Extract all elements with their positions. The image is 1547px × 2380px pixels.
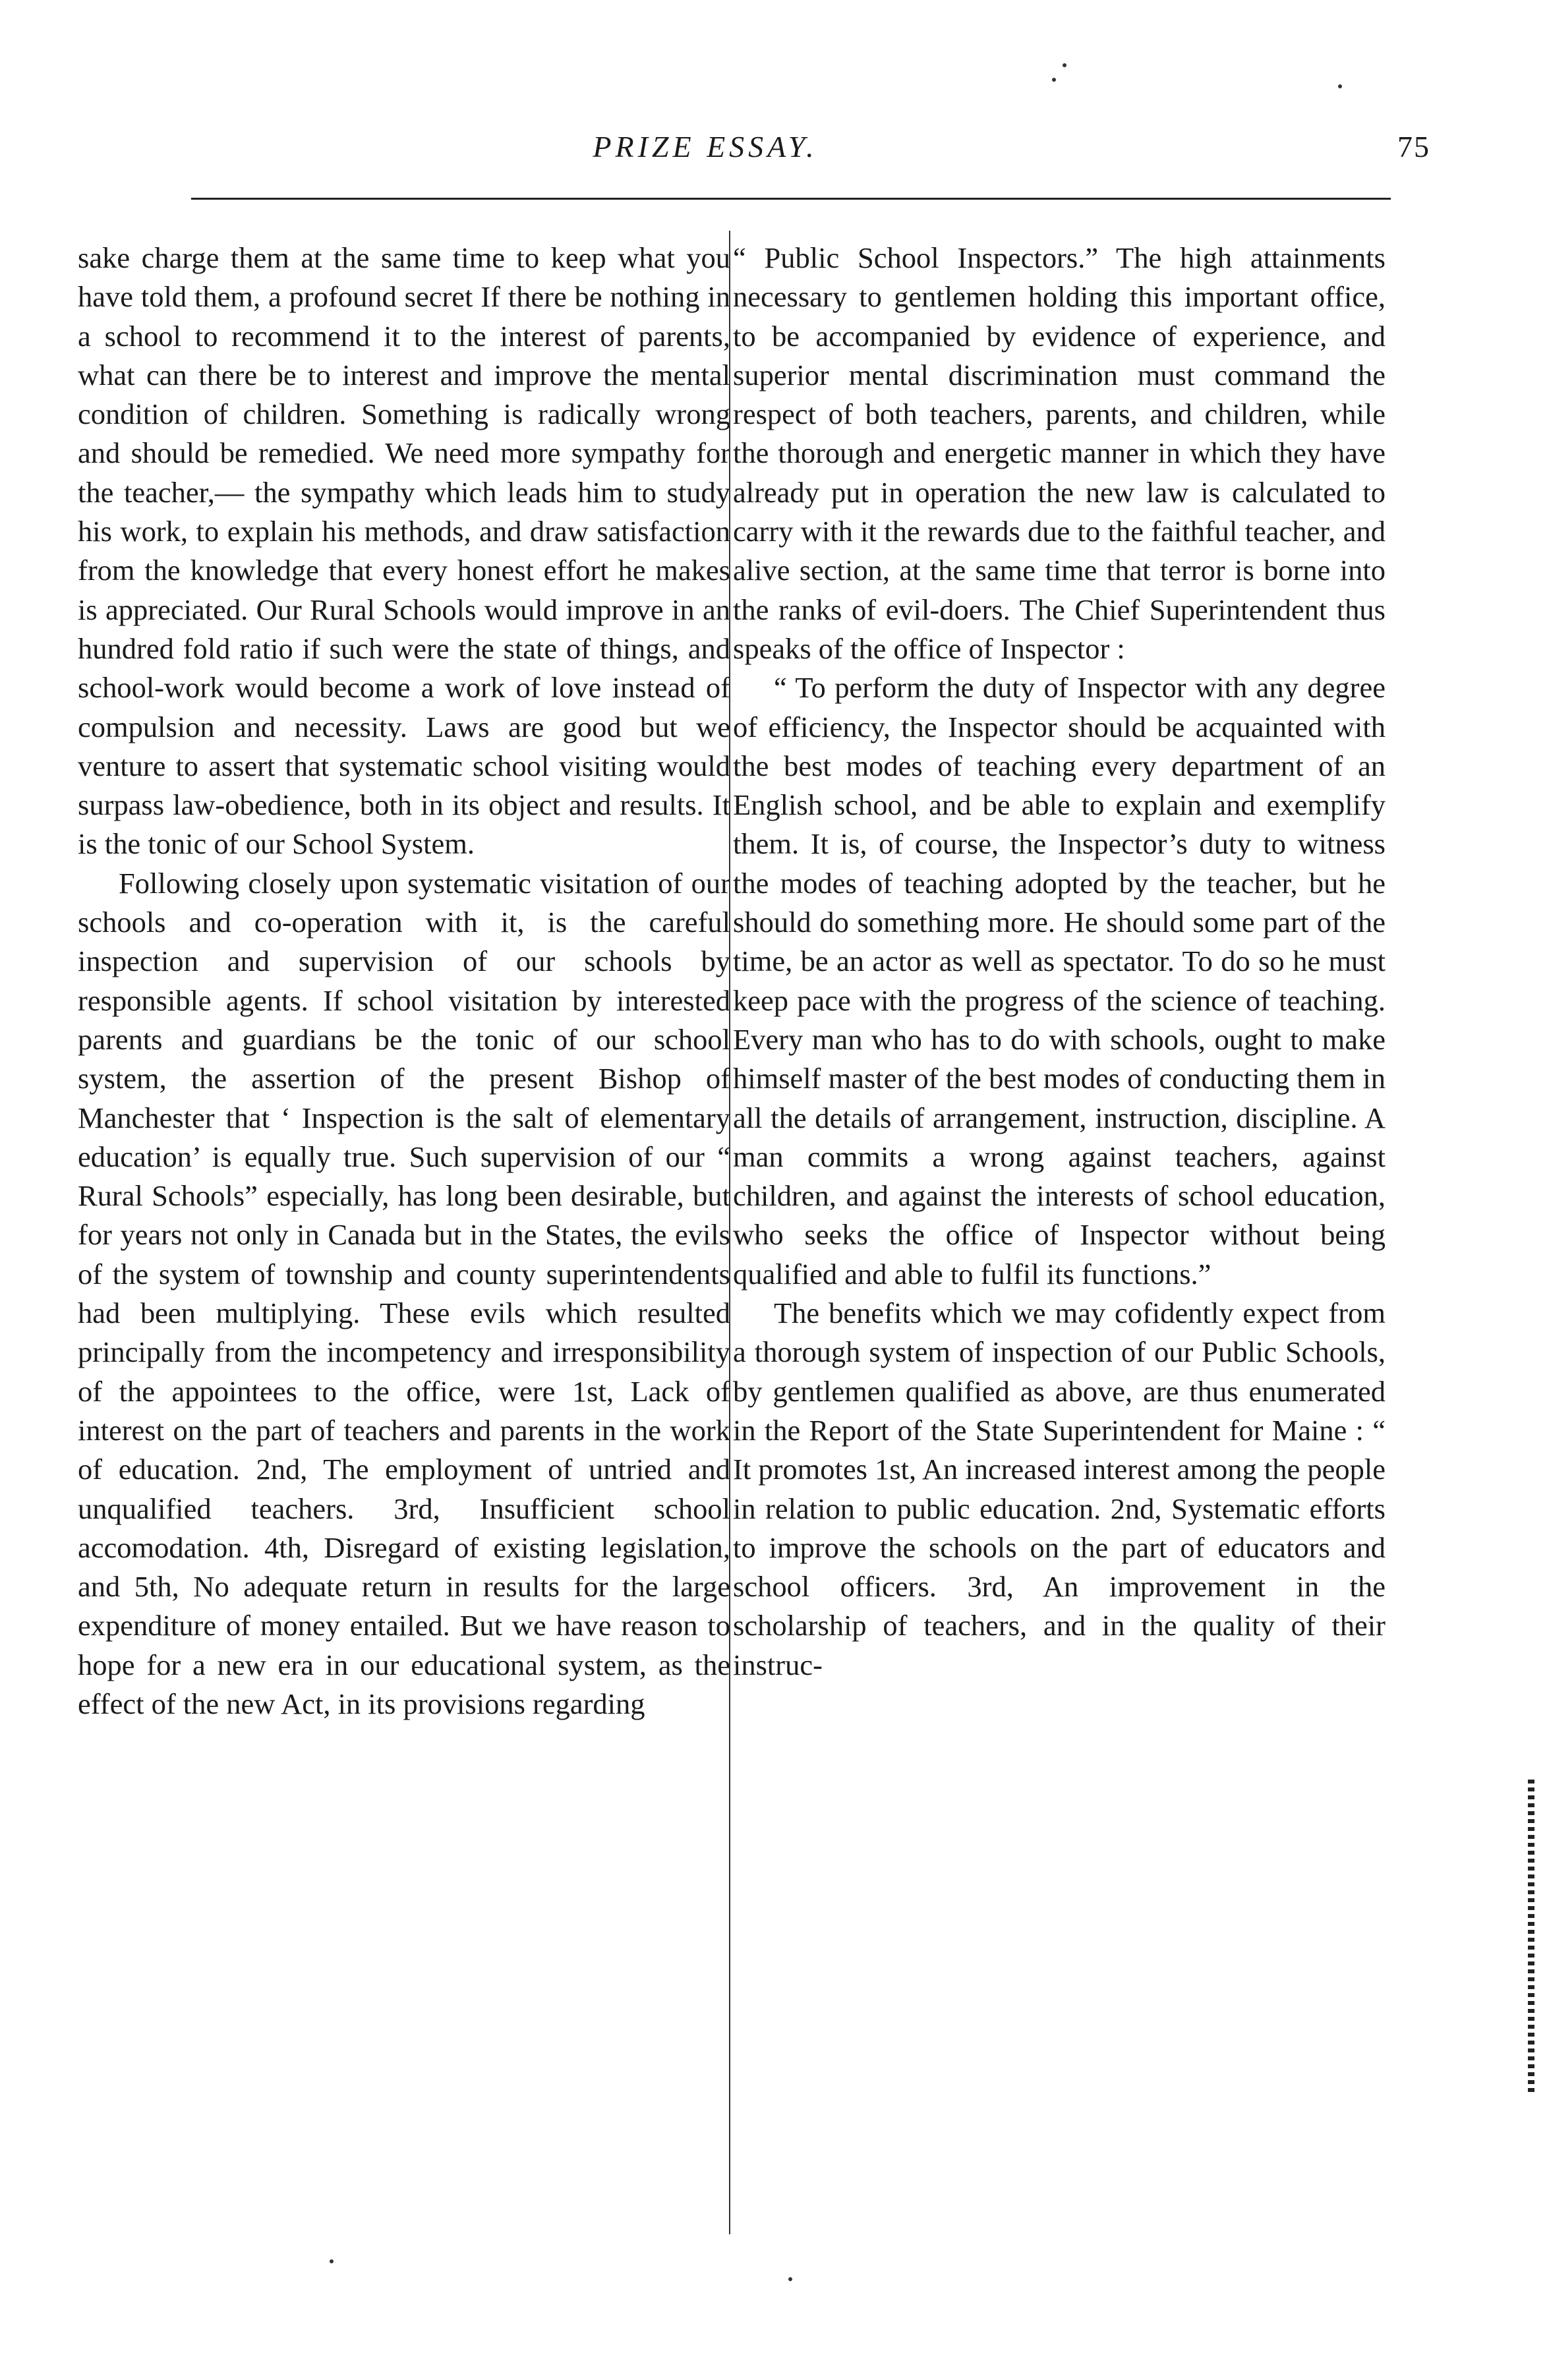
print-speck — [1052, 78, 1056, 82]
column-divider — [729, 231, 730, 2234]
right-paragraph-2: “ To perform the duty of Inspector with any degree of efficiency, the Inspector should be acquainted with the best modes of teaching every department of an English school, and be able to explain and exemplify them. It is, of course, the Inspector’s duty to witness the modes of teaching adopted by the teacher, but he should do something more. He should some part of the time, be an actor as well as spectator. To do so he must keep pace with the progress of the science of teaching. Every man who has to do with schools, ought to make himself master of the best modes of conducting them in all the details of arrangement, instruction, discipline. A man commits a wrong against teachers, against children, and against the interests of school education, who seeks the office of Inspector without being qualified and able to fulfil its functions.” — [733, 671, 1386, 1291]
right-paragraph-1: “ Public School Inspectors.” The high attainments necessary to gentlemen holding this important office, to be accompanied by evidence of experience, and superior mental discrimination must command the respect of both teachers, parents, and children, while the thorough and energetic manner in which they have already put in operation the new law is calculated to carry with it the rewards due to the faithful teacher, and alive section, at the same time that terror is borne into the ranks of evil-doers. The Chief Superintendent thus speaks of the office of Inspector : — [733, 241, 1386, 665]
page-number: 75 — [1397, 130, 1430, 163]
right-column — [733, 239, 1386, 1685]
print-speck — [1063, 63, 1066, 67]
print-speck — [330, 2259, 334, 2263]
right-paragraph-3: The benefits which we may cofidently expect from a thorough system of inspection of our Public Schools, by gentlemen qualified as above, are thus enumerated in the Report of the State Superintendent for Maine : “ It promotes 1st, An increased interest among the people in relation to public education. 2nd, Systematic efforts to improve the schools on the part of educators and school officers. 3rd, An improvement in the scholarship of teachers, and in the quality of their instruc- — [733, 1296, 1386, 1681]
print-speck — [1338, 84, 1342, 88]
scan-edge-marks — [1528, 1780, 1534, 2096]
header-rule — [191, 198, 1391, 200]
running-title: PRIZE ESSAY. — [593, 130, 818, 163]
print-speck — [788, 2277, 792, 2281]
left-paragraph-2: Following closely upon systematic visitation of our schools and co-operation with it, is the careful inspection and supervision of our schools by responsible agents. If school visitation by interested parents and guardians be the tonic of our school system, the assertion of the present Bishop of Manchester that ‘ Inspection is the salt of elementary education’ is equally true. Such supervision of our “ Rural Schools” especially, has long been desirable, but for years not only in Canada but in the States, the evils of the system of township and county superintendents had been multiplying. These evils which resulted principally from the incompetency and irresponsibility of the appointees to the office, were 1st, Lack of interest on the part of teachers and parents in the work of education. 2nd, The employment of untried and unqualified teachers. 3rd, Insufficient school accomodation. 4th, Disregard of existing legislation, and 5th, No adequate return in results for the large expenditure of money entailed. But we have reason to hope for a new era in our educational system, as the effect of the new Act, in its provisions regarding — [78, 866, 730, 1720]
left-column — [78, 239, 730, 1724]
left-paragraph-1: sake charge them at the same time to keep what you have told them, a profound secret If there be nothing in a school to recommend it to the interest of parents, what can there be to interest and improve the mental condition of children. Something is radically wrong and should be remedied. We need more sympathy for the teacher,— the sympathy which leads him to study his work, to explain his methods, and draw satisfaction from the knowledge that every honest effort he makes is appreciated. Our Rural Schools would improve in an hundred fold ratio if such were the state of things, and school-work would become a work of love instead of compulsion and necessity. Laws are good but we venture to assert that systematic school visiting would surpass law-obedience, both in its object and results. It is the tonic of our School System. — [78, 241, 730, 861]
